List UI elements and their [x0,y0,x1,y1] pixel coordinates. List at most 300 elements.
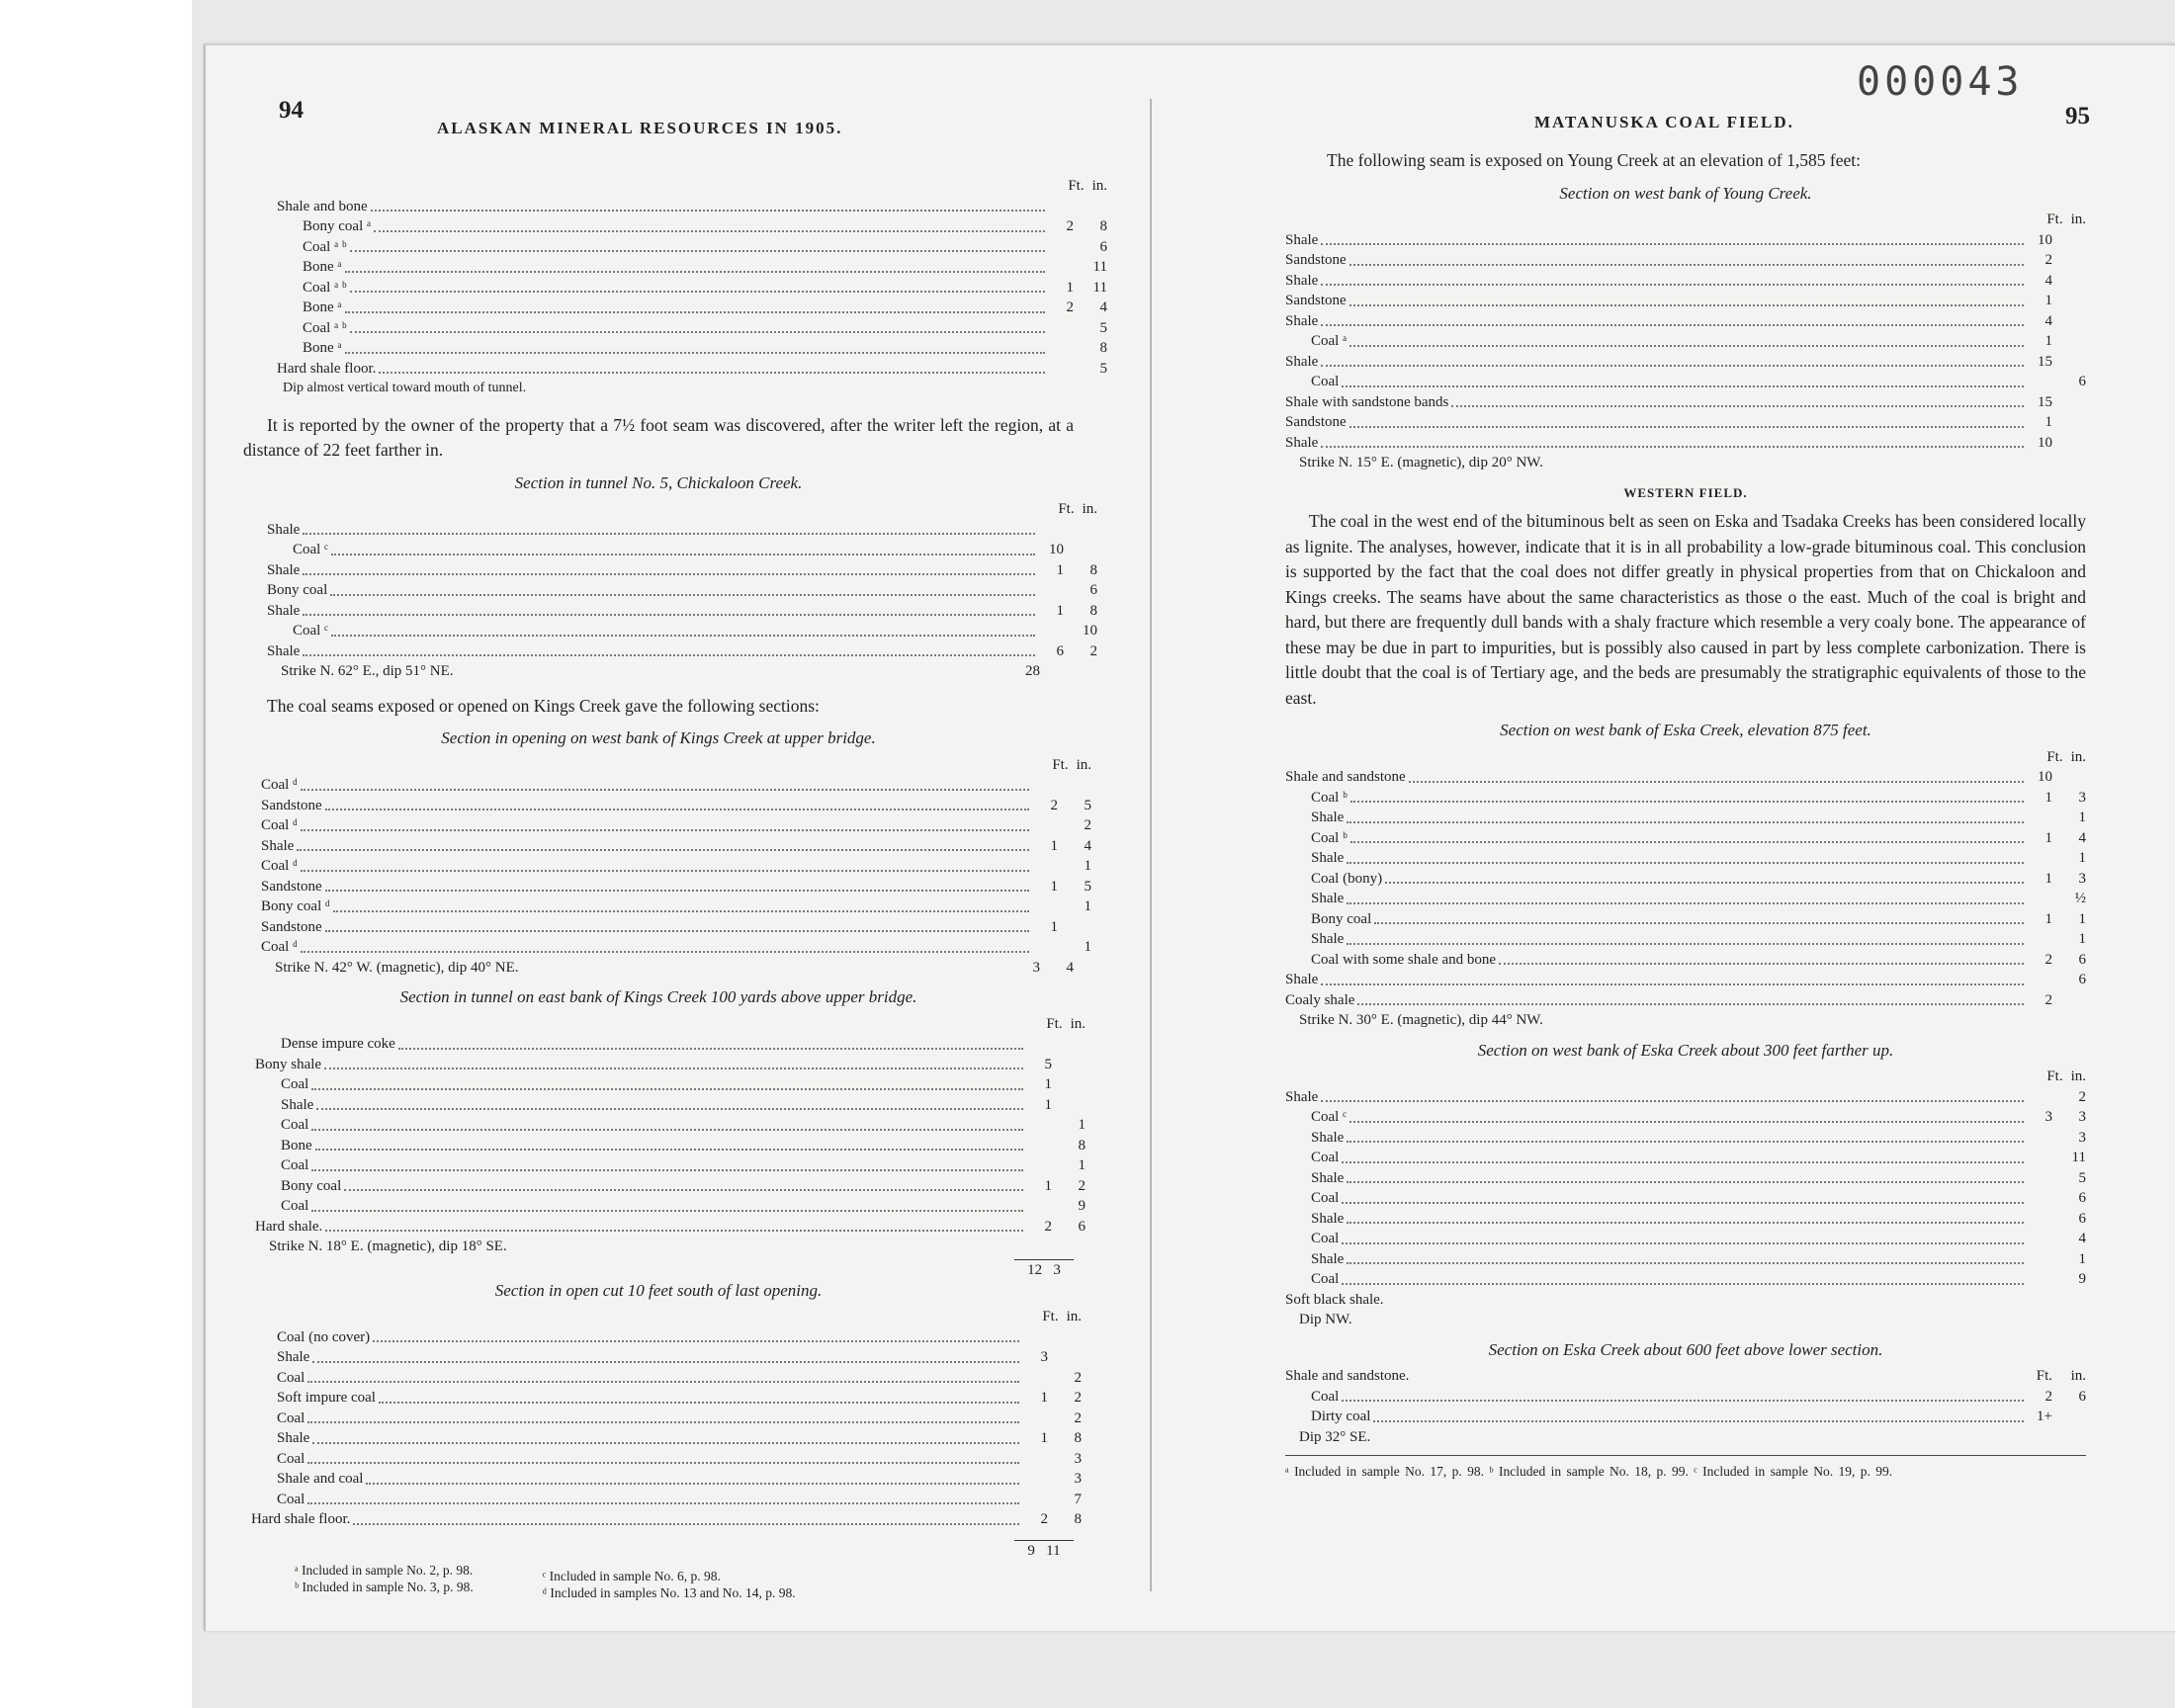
running-title: MATANUSKA COAL FIELD. [1534,113,1794,131]
row-label: Hard shale. [255,1218,323,1235]
row-ft: 3 [1040,1349,1048,1365]
section-caption: Section in tunnel on east bank of Kings Creek 100 yards above upper bridge. [399,987,917,1006]
row-in: 3 [2078,789,2086,806]
row-label: Bone [281,1137,312,1153]
leader-dots [1321,284,2024,286]
table-row [1285,1148,2086,1168]
row-in: 6 [2078,1388,2086,1405]
leader-dots [307,1502,1019,1504]
row-label: Coal ᵈ [261,777,298,793]
table-row [1285,848,2086,869]
row-ft: 2 [1040,1511,1048,1527]
leader-dots [1373,1420,2024,1422]
row-in: 11 [1092,259,1107,275]
leader-dots [1451,405,2024,407]
row-ft: 2 [1044,1218,1052,1235]
row-in: 6 [1078,1218,1086,1235]
leader-dots [345,352,1045,354]
row-label: Coal [277,1491,305,1507]
row-in: 3 [1074,1450,1082,1467]
row-in: 1 [2078,910,2086,927]
section-table [1285,210,2086,453]
leader-dots [1347,1222,2024,1224]
table-row [1285,869,2086,890]
table-row [1285,230,2086,251]
table-row [1285,1107,2086,1128]
row-in: 11 [1092,279,1107,296]
body-paragraph: The coal in the west end of the bituminous belt as seen on Eska and Tsadaka Creeks has been considered locally as lignite. The analyses, however, indicate that it is in all probability a low-grade bituminous coal. This conclusion is supported by the fact that the coal does not differ greatly in physical properties from that on Chickaloon and Kings creeks. The seams have about the same characteristics as those o the east. Much of the coal is bright and hard, but there are frequently dull bands with a shaly fracture which resemble a very coaly bone. The appearance of these may be due in part to impurities, but is possibly also caused in part by less complete carbonization. There is little doubt that the coal is of Tertiary age, and the beds are presumably the stratigraphic equivalents of those to the east. [1285,511,2086,708]
row-label: Shale [277,1430,310,1446]
leader-dots [303,533,1035,535]
row-in: 5 [1084,878,1091,895]
row-label: Bony coal [281,1177,342,1194]
page-number: 94 [279,97,304,124]
row-ft: 2 [1066,218,1074,234]
row-label: Coal [281,1198,309,1214]
row-label: Shale [267,521,301,538]
row-ft: 1 [1050,837,1058,854]
table-row [1285,990,2086,1011]
row-ft: 1 [1044,1177,1052,1194]
row-ft: 2 [2044,951,2052,968]
table-row [277,359,1107,380]
row-label: Coal ᶜ [1311,1109,1347,1125]
table-row [1285,392,2086,413]
row-ft: 2 [2044,991,2052,1008]
col-header-in: in. [1076,756,1091,773]
row-label: Coaly shale [1285,991,1355,1008]
table-row [255,1095,1086,1116]
row-ft: 1 [2044,910,2052,927]
row-in: 1 [2078,1250,2086,1267]
leader-dots [1342,1202,2024,1204]
row-ft: 1+ [2037,1409,2052,1424]
col-header-ft: Ft. [2046,212,2063,227]
leader-dots [1350,841,2024,843]
row-label: Coal ᵈ [261,817,298,833]
table-row [1285,433,2086,454]
col-header-ft: Ft. [2046,748,2063,765]
leader-dots [1357,1003,2024,1005]
row-label: Shale [1311,891,1345,906]
table-row [1285,1229,2086,1249]
leader-dots [311,1129,1023,1131]
row-in: 9 [1078,1198,1086,1214]
table-row [255,1034,1086,1055]
section-table [243,1307,1082,1530]
section-table [243,499,1097,661]
strike-note: Strike N. 30° E. (magnetic), dip 44° NW. [1299,1012,1543,1028]
row-in: 2 [1089,642,1097,659]
end-note-row [1285,1310,2086,1330]
row-label: Shale [261,837,295,854]
table-row [261,856,1091,877]
leader-dots [1321,446,2024,448]
row-label: Shale [1311,1250,1345,1267]
row-label: Sandstone [1285,293,1347,308]
row-ft: 2 [2044,252,2052,268]
leader-dots [379,1402,1019,1404]
section-caption: Section on Eska Creek about 600 feet above lower section. [1488,1339,1883,1359]
table-row [267,621,1097,641]
section-caption: Section on west bank of Young Creek. [1559,183,1812,203]
leader-dots [1342,1283,2024,1285]
section-caption: Section on west bank of Eska Creek about 300 feet farther up. [1477,1040,1894,1060]
table-row [277,338,1107,359]
row-label: Shale [1311,810,1345,825]
table-row [1285,1209,2086,1230]
table-row [1285,970,2086,990]
leader-dots [350,291,1045,293]
leader-dots [366,1483,1019,1485]
leader-dots [311,1088,1023,1090]
leader-dots [303,654,1035,656]
row-in: 1 [2078,850,2086,866]
row-in: 1 [2078,931,2086,947]
row-in: 3 [2078,1129,2086,1146]
row-ft: 10 [2038,434,2052,451]
row-in: 8 [1074,1511,1082,1527]
col-header-in: in. [2070,212,2086,227]
row-ft: 10 [1049,542,1064,557]
table-row [1285,271,2086,292]
leader-dots [1321,1100,2024,1102]
table-row [1285,1269,2086,1290]
row-ft: 10 [2038,231,2052,248]
row-label: Shale [267,602,301,619]
leader-dots [1385,882,2024,884]
leader-dots [1342,1400,2024,1402]
row-in: 8 [1089,602,1097,619]
leader-dots [325,809,1029,811]
table-row [1285,909,2086,930]
row-ft: 1 [2044,333,2052,349]
table-row [267,540,1097,560]
leader-dots [398,1048,1023,1050]
leader-dots [1347,1141,2024,1143]
leader-dots [315,1149,1023,1151]
table-row [251,1409,1082,1429]
row-ft: 4 [2044,312,2052,329]
section-caption: Section on west bank of Eska Creek, elevation 875 feet. [1500,721,1871,739]
right-footnotes: ᵃ Included in sample No. 17, p. 98. ᵇ Included in sample No. 18, p. 99. ᶜ Included in sample No. 19, p. 99. [1285,1455,2086,1483]
dip-note: Dip 32° SE. [1299,1428,1371,1445]
column-header-row [1285,1067,2086,1087]
row-in: 6 [1089,582,1097,598]
strike-ft: 28 [1025,663,1040,679]
row-label: Coal ᵇ [1311,829,1348,846]
row-ft: 15 [2038,353,2052,370]
row-in: 1 [1084,858,1091,874]
table-row [255,1155,1086,1176]
col-header-ft: Ft. [1046,1015,1063,1032]
column-header-row [1285,747,2086,768]
table-row [255,1074,1086,1095]
row-label: Dirty coal [1311,1409,1371,1424]
table-row [251,1428,1082,1449]
row-in: 9 [2078,1271,2086,1287]
row-label: Shale [1311,931,1345,947]
row-in: 7 [1074,1491,1082,1507]
table-row [251,1327,1082,1348]
leader-dots [1347,943,2024,945]
row-label: Dense impure coke [281,1036,395,1052]
row-label: Coal (no cover) [277,1328,371,1345]
row-ft: 1 [1044,1076,1052,1092]
strike-note-row [1285,1010,2086,1031]
table-row [1285,331,2086,352]
leader-dots [333,910,1029,912]
table-row [1285,372,2086,392]
leader-dots [301,789,1029,791]
col-header-in: in. [1091,178,1107,194]
row-label: Shale [1285,434,1319,451]
row-label: Sandstone [261,918,322,935]
row-in: 4 [1099,299,1107,315]
section-table [1285,1067,2086,1290]
section-table [1285,1387,2086,1427]
col-header-ft: Ft. [2046,1068,2063,1084]
row-in: 1 [1084,939,1091,955]
column-header-row [1285,210,2086,230]
table-row [1285,412,2086,433]
table-row [277,278,1107,299]
row-label: Coal [1311,1190,1340,1206]
row-ft: 1 [1050,918,1058,935]
leader-dots [303,614,1035,616]
table-row [251,1388,1082,1409]
document-number-stamp: 000043 [1857,59,2024,105]
leader-dots [331,635,1035,637]
row-label: Bony shale [255,1056,322,1072]
row-ft: 1 [2044,293,2052,308]
leader-dots [1321,365,2024,367]
row-label: Shale [277,1349,310,1365]
table-row [251,1490,1082,1510]
table-row [267,601,1097,622]
row-in: 1 [1078,1117,1086,1133]
table-row [1285,1087,2086,1108]
row-label: Bony coal [1311,910,1372,927]
table-row [267,641,1097,662]
table-row [255,1115,1086,1136]
row-in: 1 [1078,1157,1086,1173]
table-row [1285,1407,2086,1427]
row-in: 3 [2078,870,2086,887]
section-total-value: 9 11 [1014,1540,1074,1562]
table-row [255,1136,1086,1156]
row-in: 2 [1084,817,1091,833]
col-header-in: in. [1066,1309,1082,1324]
strike-note: Strike N. 42° W. (magnetic), dip 40° NE. [275,959,519,976]
row-label: Bony coal [267,582,328,598]
leader-dots [307,1381,1019,1383]
leader-dots [330,594,1035,596]
table-row [1285,1249,2086,1270]
row-ft: 1 [2044,829,2052,846]
left-page-header [243,99,1074,150]
row-label: Shale [1311,1210,1345,1227]
strike-note: Strike N. 62° E., dip 51° NE. [281,663,454,679]
leader-dots [307,1421,1019,1423]
strike-note-row [1285,453,2086,473]
row-in: 6 [2078,1210,2086,1227]
footnote-d: ᵈ Included in samples No. 13 and No. 14, p. 98. [542,1584,796,1600]
row-label: Sandstone [1285,414,1347,430]
row-in: 3 [1074,1471,1082,1487]
row-in: 4 [2078,1231,2086,1246]
row-label: Shale [267,642,301,659]
table-row [277,298,1107,318]
leader-dots [325,1230,1023,1232]
table-row [277,197,1107,217]
leader-dots [325,890,1029,892]
table-row [261,815,1091,836]
table-row [261,877,1091,897]
row-label: Bony coal ᵈ [261,898,330,914]
leader-dots [345,311,1045,313]
table-row [1285,352,2086,373]
row-label: Shale [1285,312,1319,329]
row-label: Coal [281,1076,309,1092]
strike-note: Strike N. 15° E. (magnetic), dip 20° NW. [1299,455,1543,470]
section-total-value: 12 3 [1014,1259,1074,1281]
row-label: Bone ᵃ [303,259,342,275]
column-header-row [277,176,1107,197]
col-header-ft: Ft. [1058,501,1075,517]
row-label: Shale [1285,972,1319,987]
table-row [267,520,1097,541]
row-in: 5 [1099,360,1107,377]
row-label: Shale with sandstone bands [1285,393,1449,410]
footnote-b: ᵇ Included in sample No. 3, p. 98. [295,1579,474,1594]
right-page [1285,103,2090,1483]
row-label: Shale and bone [277,198,368,214]
row-label: Coal [1311,1231,1340,1246]
strike-note-row [243,958,1074,979]
row-label: Shale [1311,850,1345,866]
row-ft: 1 [1040,1430,1048,1446]
row-ft: 1 [2044,870,2052,887]
row-ft: 6 [1056,642,1064,659]
col-header-ft: Ft. [1052,756,1069,773]
page-number: 95 [2065,103,2090,129]
leader-dots [311,1169,1023,1171]
col-header-in: in. [1082,501,1097,517]
row-in: 4 [2078,829,2086,846]
row-in: 3 [2078,1109,2086,1125]
table-row [261,836,1091,857]
strike-note-row [243,661,1074,682]
column-header-row [267,499,1097,520]
leader-dots [1350,801,2024,803]
leader-dots [350,331,1045,333]
leader-dots [331,554,1035,555]
leader-dots [307,1462,1019,1464]
table-row [1285,1168,2086,1189]
row-ft: 1 [2044,414,2052,430]
row-label: Shale and coal [277,1471,364,1487]
row-label: Shale [267,561,301,578]
row-ft: 1 [1040,1390,1048,1406]
row-in: 8 [1099,218,1107,234]
col-header-ft: Ft. [1068,178,1085,194]
row-in: 5 [1084,797,1091,813]
table-row [261,775,1091,796]
table-row [1285,1188,2086,1209]
leader-dots [379,372,1045,374]
leader-dots [324,1068,1023,1069]
leader-dots [353,1523,1019,1525]
row-in: 11 [2071,1150,2086,1165]
intro-paragraph: The following seam is exposed on Young Creek at an elevation of 1,585 feet: [1327,150,1861,170]
table-row [251,1449,1082,1470]
row-ft: 1 [1056,561,1064,578]
strike-in: 4 [1066,959,1074,976]
row-label: Bone ᵃ [303,299,342,315]
table-row [277,237,1107,258]
leader-dots [1321,983,2024,985]
table-row [1285,889,2086,909]
strike-ft: 3 [1032,959,1040,976]
row-label: Bone ᵃ [303,340,342,356]
leader-dots [1347,1181,2024,1183]
row-in: 6 [1099,238,1107,255]
row-in: 2 [1074,1390,1082,1406]
row-label: Hard shale floor. [277,360,377,377]
row-label: Coal [1311,1150,1340,1165]
table-row [267,580,1097,601]
table-row [261,796,1091,816]
table-row [277,216,1107,237]
body-paragraph: It is reported by the owner of the property that a 7½ foot seam was discovered, after the writer left the region, at a distance of 22 feet farther in. [243,414,1074,460]
row-ft: 3 [2044,1109,2052,1125]
leader-dots [1321,243,2024,245]
row-label: Shale and sandstone. [1285,1368,1410,1384]
row-label: Sandstone [261,878,322,895]
leader-dots [1347,902,2024,904]
table-row [1285,1387,2086,1408]
table-row [1285,828,2086,849]
leader-dots [312,1361,1019,1363]
row-in: 2 [1074,1409,1082,1426]
footnote-c: ᶜ Included in sample No. 6, p. 98. [542,1568,721,1583]
row-label: Coal [1311,374,1340,389]
row-in: 10 [1083,623,1097,639]
row-label: Coal ᵃ [1311,333,1348,349]
page-gutter [1150,99,1152,1591]
leader-dots [1342,385,2024,387]
row-label: Coal ᵃ ᵇ [303,238,347,255]
row-label: Coal [1311,1388,1340,1405]
row-ft: 15 [2038,393,2052,410]
section-table [1285,747,2086,1011]
col-header-ft: Ft. [2036,1368,2052,1384]
leader-dots [1342,1242,2024,1244]
leader-dots [371,210,1045,212]
footnote-a: ᵃ Included in sample No. 2, p. 98. [295,1562,474,1578]
row-label: Shale [1285,272,1319,289]
body-paragraph: The coal seams exposed or opened on Kings Creek gave the following sections: [267,695,820,716]
table-row [277,318,1107,339]
leader-dots [325,930,1029,932]
row-label: Coal ᶜ [293,623,328,639]
row-label: Coal [281,1157,309,1173]
section-heading: WESTERN FIELD. [1623,484,1748,500]
row-label: Soft impure coal [277,1390,376,1406]
row-ft: 1 [2044,789,2052,806]
row-ft: 5 [1044,1056,1052,1072]
